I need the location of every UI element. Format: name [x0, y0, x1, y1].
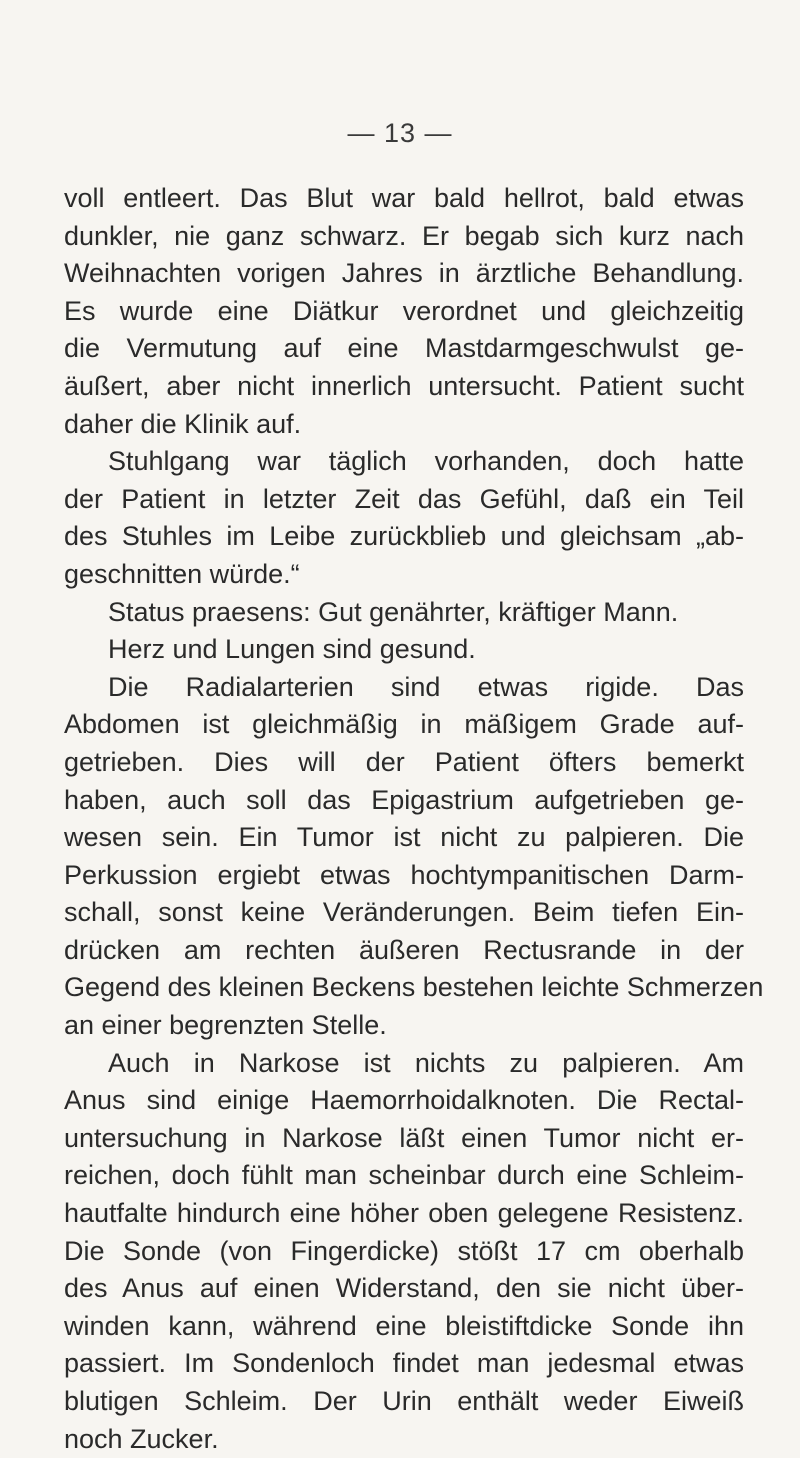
- text-line: voll entleert. Das Blut war bald hellrot, bald etwas: [64, 183, 744, 213]
- text-line: Auch in Narkose ist nichts zu palpieren. Am: [108, 1047, 744, 1078]
- text-line: Abdomen ist gleichmäßig in mäßigem Grade auf-: [64, 709, 744, 740]
- text-line: drücken am rechten äußeren Rectusrande in der: [64, 934, 744, 965]
- text-line: wesen sein. Ein Tumor ist nicht zu palpieren. Die: [64, 822, 744, 853]
- text-line: Perkussion ergiebt etwas hochtympanitischen Darm-: [64, 859, 744, 890]
- text-line: passiert. Im Sondenloch findet man jedesmal etwas: [64, 1348, 744, 1379]
- text-line: Herz und Lungen sind gesund.: [108, 634, 476, 665]
- text-line: Anus sind einige Haemorrhoidalknoten. Die Rectal-: [64, 1085, 744, 1116]
- text-line: äußert, aber nicht innerlich untersucht. Patient sucht: [64, 370, 744, 401]
- text-line: haben, auch soll das Epigastrium aufgetrieben ge-: [64, 784, 744, 815]
- text-line: reichen, doch fühlt man scheinbar durch eine Schleim-: [64, 1160, 744, 1191]
- text-line: dunkler, nie ganz schwarz. Er begab sich kurz nach: [64, 220, 744, 251]
- text-line: Stuhlgang war täglich vorhanden, doch hatte: [108, 446, 744, 477]
- text-line: Es wurde eine Diätkur verordnet und gleichzeitig: [64, 295, 744, 326]
- text-line: der Patient in letzter Zeit das Gefühl, daß ein Teil: [64, 483, 744, 514]
- text-line: blutigen Schleim. Der Urin enthält weder Eiweiß: [64, 1386, 744, 1416]
- text-line: des Anus auf einen Widerstand, den sie nicht über-: [64, 1273, 744, 1304]
- text-line: Status praesens: Gut genährter, kräftiger Mann.: [108, 596, 679, 627]
- text-line: hautfalte hindurch eine höher oben gelegene Resistenz.: [64, 1198, 744, 1229]
- text-line: an einer begrenzten Stelle.: [64, 1010, 387, 1041]
- page-number: — 13 —: [347, 118, 453, 148]
- text-line: Die Sonde (von Fingerdicke) stößt 17 cm oberhalb: [64, 1235, 744, 1266]
- text-line: noch Zucker.: [64, 1423, 219, 1454]
- text-line: geschnitten würde.“: [64, 558, 300, 589]
- text-line: schall, sonst keine Veränderungen. Beim tiefen Ein-: [64, 897, 744, 928]
- text-line: des Stuhles im Leibe zurückblieb und gleichsam „ab-: [64, 521, 744, 552]
- text-line: Weihnachten vorigen Jahres in ärztliche Behandlung.: [64, 258, 744, 289]
- text-line: die Vermutung auf eine Mastdarmgeschwulst ge-: [64, 333, 744, 364]
- text-line: winden kann, während eine bleistiftdicke Sonde ihn: [64, 1310, 744, 1341]
- text-line: Gegend des kleinen Beckens bestehen leichte Schmerzen: [64, 972, 764, 1003]
- body-text: [64, 180, 764, 1458]
- text-line: getrieben. Dies will der Patient öfters bemerkt: [64, 746, 744, 777]
- text-line: daher die Klinik auf.: [64, 408, 302, 439]
- text-line: Die Radialarterien sind etwas rigide. Das: [108, 671, 744, 702]
- text-line: untersuchung in Narkose läßt einen Tumor nicht er-: [64, 1122, 744, 1153]
